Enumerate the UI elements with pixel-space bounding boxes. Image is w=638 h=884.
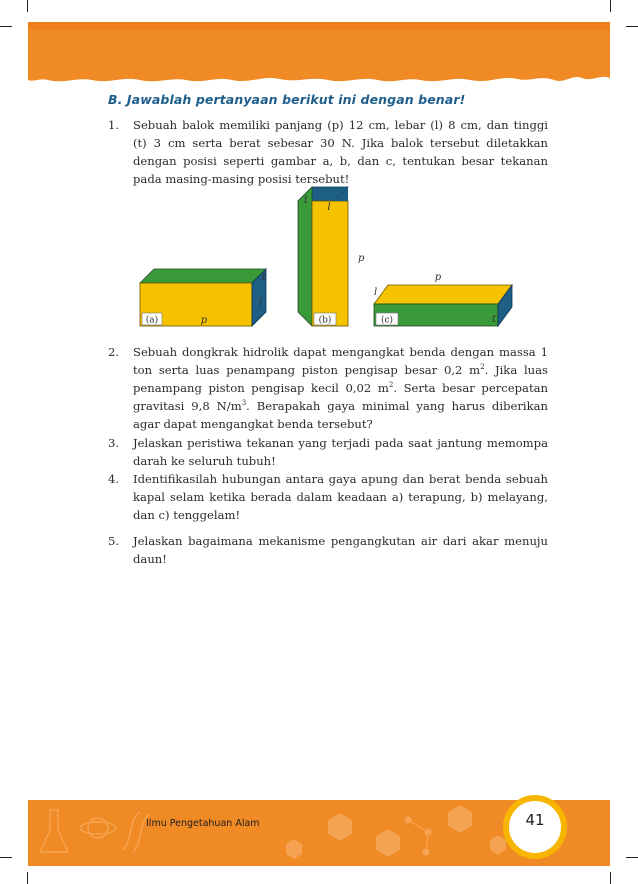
block-b-p: p bbox=[358, 253, 365, 264]
question-text: Jelaskan peristiwa tekanan yang terjadi pada saat jantung memompa darah ke seluruh tubuh! bbox=[133, 436, 548, 468]
question-number: 1. bbox=[108, 118, 120, 132]
section-title: B. Jawablah pertanyaan berikut ini dengan benar! bbox=[108, 92, 466, 107]
molecule-node-icon bbox=[423, 849, 429, 855]
question-text: Jelaskan bagaimana mekanisme pengangkutan air dari akar menuju daun! bbox=[133, 534, 548, 566]
question-text-part: . Berapakah gaya minimal yang harus diberikan agar dapat mengangkat benda tersebut? bbox=[133, 399, 549, 431]
block-c-top bbox=[374, 285, 512, 304]
question-1 bbox=[108, 116, 548, 188]
block-a-l: l bbox=[259, 297, 263, 308]
question-2 bbox=[108, 343, 548, 433]
question-number: 5. bbox=[108, 534, 120, 548]
question-text: Sebuah balok memiliki panjang (p) 12 cm, lebar (l) 8 cm, dan tinggi (t) 3 cm serta berat sebesar 30 N. Jika balok tersebut diletakkan dengan posisi seperti gambar a, b, dan c, tentukan besar tekanan pada masing-masing posisi tersebut! bbox=[133, 118, 548, 186]
block-a-t: t bbox=[262, 272, 267, 283]
block-positions-figure bbox=[130, 183, 530, 333]
header-banner bbox=[0, 0, 638, 95]
block-c-l: l bbox=[374, 287, 378, 298]
question-number: 3. bbox=[108, 436, 120, 450]
question-text: Identifikasilah hubungan antara gaya apung dan berat benda sebuah kapal selam ketika berada dalam keadaan a) terapung, b) melayang, dan c) tenggelam! bbox=[133, 472, 548, 522]
question-5 bbox=[108, 532, 548, 568]
question-4 bbox=[108, 470, 548, 524]
crop-mark bbox=[610, 872, 611, 884]
superscript: 3 bbox=[241, 399, 247, 408]
crop-mark bbox=[0, 857, 12, 858]
block-b-label: (b) bbox=[318, 315, 332, 326]
block-c bbox=[374, 272, 512, 326]
block-c-label: (c) bbox=[380, 315, 394, 326]
block-a-p: p bbox=[200, 315, 208, 326]
superscript: 2 bbox=[388, 381, 394, 390]
block-c-t: t bbox=[492, 314, 497, 325]
block-b-front bbox=[312, 201, 348, 326]
molecule-node-icon bbox=[405, 817, 411, 823]
molecule-node-icon bbox=[425, 829, 431, 835]
crop-mark bbox=[27, 872, 28, 884]
block-b-l: l bbox=[327, 202, 331, 213]
question-3 bbox=[108, 434, 548, 470]
question-number: 4. bbox=[108, 472, 120, 486]
block-a-top bbox=[140, 269, 266, 283]
question-text-part: Sebuah dongkrak hidrolik dapat mengangkat benda dengan massa 1 ton serta luas penampang piston pengisap besar 0,2 m bbox=[133, 345, 548, 377]
block-b-left bbox=[298, 187, 312, 326]
block-a bbox=[140, 269, 267, 326]
block-c-p: p bbox=[434, 272, 442, 283]
block-b-t: t bbox=[303, 195, 309, 206]
question-number: 2. bbox=[108, 345, 120, 359]
block-a-label: (a) bbox=[145, 315, 159, 326]
question-text bbox=[133, 343, 548, 433]
block-b bbox=[298, 187, 365, 326]
question-text-part: . Jika luas penampang piston pengisap kecil 0,02 m bbox=[133, 363, 548, 395]
book-title: Ilmu Pengetahuan Alam bbox=[146, 818, 260, 829]
crop-mark bbox=[626, 857, 638, 858]
superscript: 2 bbox=[480, 363, 485, 372]
question-text-part: . Serta besar percepatan gravitasi 9,8 N/m bbox=[133, 381, 548, 413]
page-number: 41 bbox=[525, 811, 545, 829]
